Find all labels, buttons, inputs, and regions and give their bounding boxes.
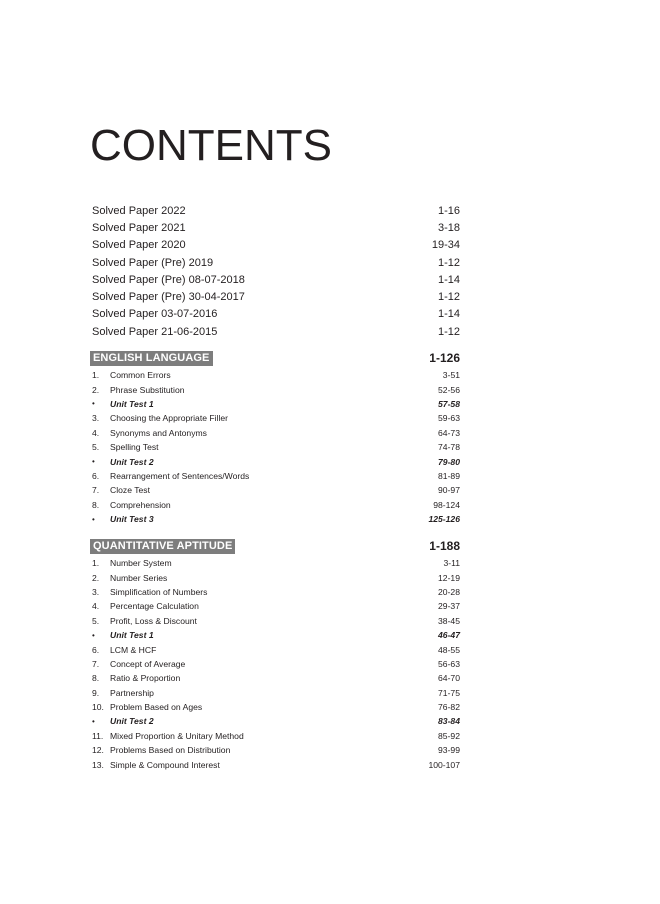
- paper-pages: 3-18: [437, 221, 460, 234]
- paper-label: Solved Paper (Pre) 30-04-2017: [92, 291, 245, 304]
- item-pages: 59-63: [438, 413, 460, 424]
- item-pages: 85-92: [438, 730, 460, 741]
- paper-row[interactable]: [92, 271, 460, 288]
- item-title: Mixed Proportion & Unitary Method: [110, 730, 244, 741]
- item-number: 8.: [92, 499, 100, 510]
- chapter-row[interactable]: [90, 743, 460, 757]
- item-title: Partnership: [110, 687, 154, 698]
- item-number: 1.: [92, 370, 100, 381]
- item-pages: 56-63: [438, 658, 460, 669]
- item-pages: 100-107: [428, 759, 460, 770]
- chapter-row[interactable]: [90, 556, 460, 570]
- item-pages: 74-78: [438, 442, 460, 453]
- item-pages: 64-73: [438, 427, 460, 438]
- paper-pages: 1-12: [437, 256, 460, 269]
- item-pages: 76-82: [438, 702, 460, 713]
- section-items: [90, 556, 460, 772]
- item-title: Ratio & Proportion: [110, 673, 181, 684]
- chapter-row[interactable]: [90, 411, 460, 425]
- item-number: •: [92, 457, 95, 467]
- chapter-row[interactable]: [90, 757, 460, 771]
- solved-papers-list: [92, 202, 460, 340]
- chapter-row[interactable]: [90, 614, 460, 628]
- paper-label: Solved Paper 21-06-2015: [92, 325, 218, 338]
- item-pages: 71-75: [438, 687, 460, 698]
- chapter-row[interactable]: [90, 483, 460, 497]
- chapter-row[interactable]: [90, 570, 460, 584]
- item-number: 8.: [92, 673, 100, 684]
- item-pages: 52-56: [438, 384, 460, 395]
- item-number: 13.: [92, 759, 104, 770]
- paper-label: Solved Paper (Pre) 08-07-2018: [92, 273, 245, 286]
- item-pages: 46-47: [438, 630, 460, 641]
- item-number: •: [92, 514, 95, 524]
- chapter-row[interactable]: [90, 657, 460, 671]
- item-pages: 3-51: [442, 370, 460, 381]
- item-number: 4.: [92, 601, 100, 612]
- item-title: Concept of Average: [110, 658, 186, 669]
- item-number: 5.: [92, 615, 100, 626]
- unit-test-row[interactable]: [90, 454, 460, 468]
- paper-pages: 1-12: [437, 291, 460, 304]
- item-number: 11.: [92, 730, 104, 741]
- paper-row[interactable]: [92, 323, 460, 340]
- item-title: Unit Test 1: [110, 398, 154, 409]
- paper-row[interactable]: [92, 306, 460, 323]
- paper-row[interactable]: [92, 254, 460, 271]
- item-title: Choosing the Appropriate Filler: [110, 413, 228, 424]
- item-title: Unit Test 2: [110, 456, 154, 467]
- section-quantitative-aptitude: [90, 538, 460, 772]
- chapter-row[interactable]: [90, 426, 460, 440]
- chapter-row[interactable]: [90, 729, 460, 743]
- chapter-row[interactable]: [90, 585, 460, 599]
- item-title: Number System: [110, 558, 172, 569]
- item-pages: 57-58: [438, 398, 460, 409]
- paper-label: Solved Paper 2020: [92, 239, 186, 252]
- item-title: Spelling Test: [110, 442, 159, 453]
- section-english-language: [90, 350, 460, 526]
- section-header: [90, 538, 460, 554]
- page-title: CONTENTS: [90, 121, 332, 170]
- paper-label: Solved Paper 2022: [92, 204, 186, 217]
- item-number: •: [92, 630, 95, 640]
- paper-pages: 1-12: [437, 325, 460, 338]
- paper-label: Solved Paper 2021: [92, 221, 186, 234]
- paper-row[interactable]: [92, 202, 460, 219]
- item-number: 3.: [92, 586, 100, 597]
- item-title: Unit Test 2: [110, 716, 154, 727]
- item-pages: 3-11: [443, 558, 460, 569]
- item-title: Simplification of Numbers: [110, 586, 208, 597]
- chapter-row[interactable]: [90, 440, 460, 454]
- item-number: •: [92, 399, 95, 409]
- item-pages: 64-70: [438, 673, 460, 684]
- section-title[interactable]: ENGLISH LANGUAGE: [90, 351, 213, 366]
- item-title: Unit Test 3: [110, 514, 154, 525]
- item-number: 5.: [92, 442, 100, 453]
- item-title: Synonyms and Antonyms: [110, 427, 207, 438]
- item-pages: 125-126: [428, 514, 460, 525]
- item-pages: 20-28: [438, 586, 460, 597]
- paper-pages: 1-16: [437, 204, 460, 217]
- item-number: 1.: [92, 558, 100, 569]
- unit-test-row[interactable]: [90, 714, 460, 728]
- chapter-row[interactable]: [90, 469, 460, 483]
- item-pages: 81-89: [438, 470, 460, 481]
- paper-pages: 1-14: [437, 308, 460, 321]
- unit-test-row[interactable]: [90, 512, 460, 526]
- item-number: 7.: [92, 485, 100, 496]
- section-page-range: 1-126: [429, 351, 460, 365]
- section-items: [90, 368, 460, 526]
- item-title: LCM & HCF: [110, 644, 157, 655]
- item-pages: 29-37: [438, 601, 460, 612]
- item-pages: 83-84: [438, 716, 460, 727]
- item-pages: 93-99: [438, 745, 460, 756]
- item-number: 12.: [92, 745, 104, 756]
- paper-row[interactable]: [92, 288, 460, 305]
- item-title: Problems Based on Distribution: [110, 745, 231, 756]
- paper-row[interactable]: [92, 237, 460, 254]
- item-pages: 48-55: [438, 644, 460, 655]
- chapter-row[interactable]: [90, 642, 460, 656]
- item-title: Rearrangement of Sentences/Words: [110, 470, 250, 481]
- item-number: •: [92, 716, 95, 726]
- chapter-row[interactable]: [90, 686, 460, 700]
- unit-test-row[interactable]: [90, 628, 460, 642]
- paper-label: Solved Paper (Pre) 2019: [92, 256, 214, 269]
- section-header: [90, 350, 460, 366]
- item-title: Unit Test 1: [110, 630, 154, 641]
- item-pages: 12-19: [438, 572, 460, 583]
- paper-pages: 19-34: [431, 239, 460, 252]
- item-number: 2.: [92, 384, 100, 395]
- paper-label: Solved Paper 03-07-2016: [92, 308, 218, 321]
- item-number: 4.: [92, 427, 100, 438]
- chapter-row[interactable]: [90, 700, 460, 714]
- item-number: 6.: [92, 644, 100, 655]
- item-title: Problem Based on Ages: [110, 702, 203, 713]
- item-number: 6.: [92, 470, 100, 481]
- item-title: Profit, Loss & Discount: [110, 615, 197, 626]
- item-number: 2.: [92, 572, 100, 583]
- section-title[interactable]: QUANTITATIVE APTITUDE: [90, 539, 235, 554]
- item-pages: 38-45: [438, 615, 460, 626]
- item-number: 3.: [92, 413, 100, 424]
- item-pages: 90-97: [438, 485, 460, 496]
- item-pages: 79-80: [438, 456, 460, 467]
- item-number: 10.: [92, 702, 104, 713]
- chapter-row[interactable]: [90, 382, 460, 396]
- section-page-range: 1-188: [429, 539, 460, 553]
- chapter-row[interactable]: [90, 599, 460, 613]
- item-number: 7.: [92, 658, 100, 669]
- item-title: Common Errors: [110, 370, 171, 381]
- item-title: Number Series: [110, 572, 168, 583]
- item-number: 9.: [92, 687, 100, 698]
- unit-test-row[interactable]: [90, 397, 460, 411]
- item-title: Simple & Compound Interest: [110, 759, 220, 770]
- item-title: Percentage Calculation: [110, 601, 199, 612]
- chapter-row[interactable]: [90, 368, 460, 382]
- item-title: Comprehension: [110, 499, 171, 510]
- chapter-row[interactable]: [90, 498, 460, 512]
- item-pages: 98-124: [433, 499, 460, 510]
- paper-row[interactable]: [92, 219, 460, 236]
- paper-pages: 1-14: [437, 273, 460, 286]
- item-title: Phrase Substitution: [110, 384, 185, 395]
- item-title: Cloze Test: [110, 485, 150, 496]
- chapter-row[interactable]: [90, 671, 460, 685]
